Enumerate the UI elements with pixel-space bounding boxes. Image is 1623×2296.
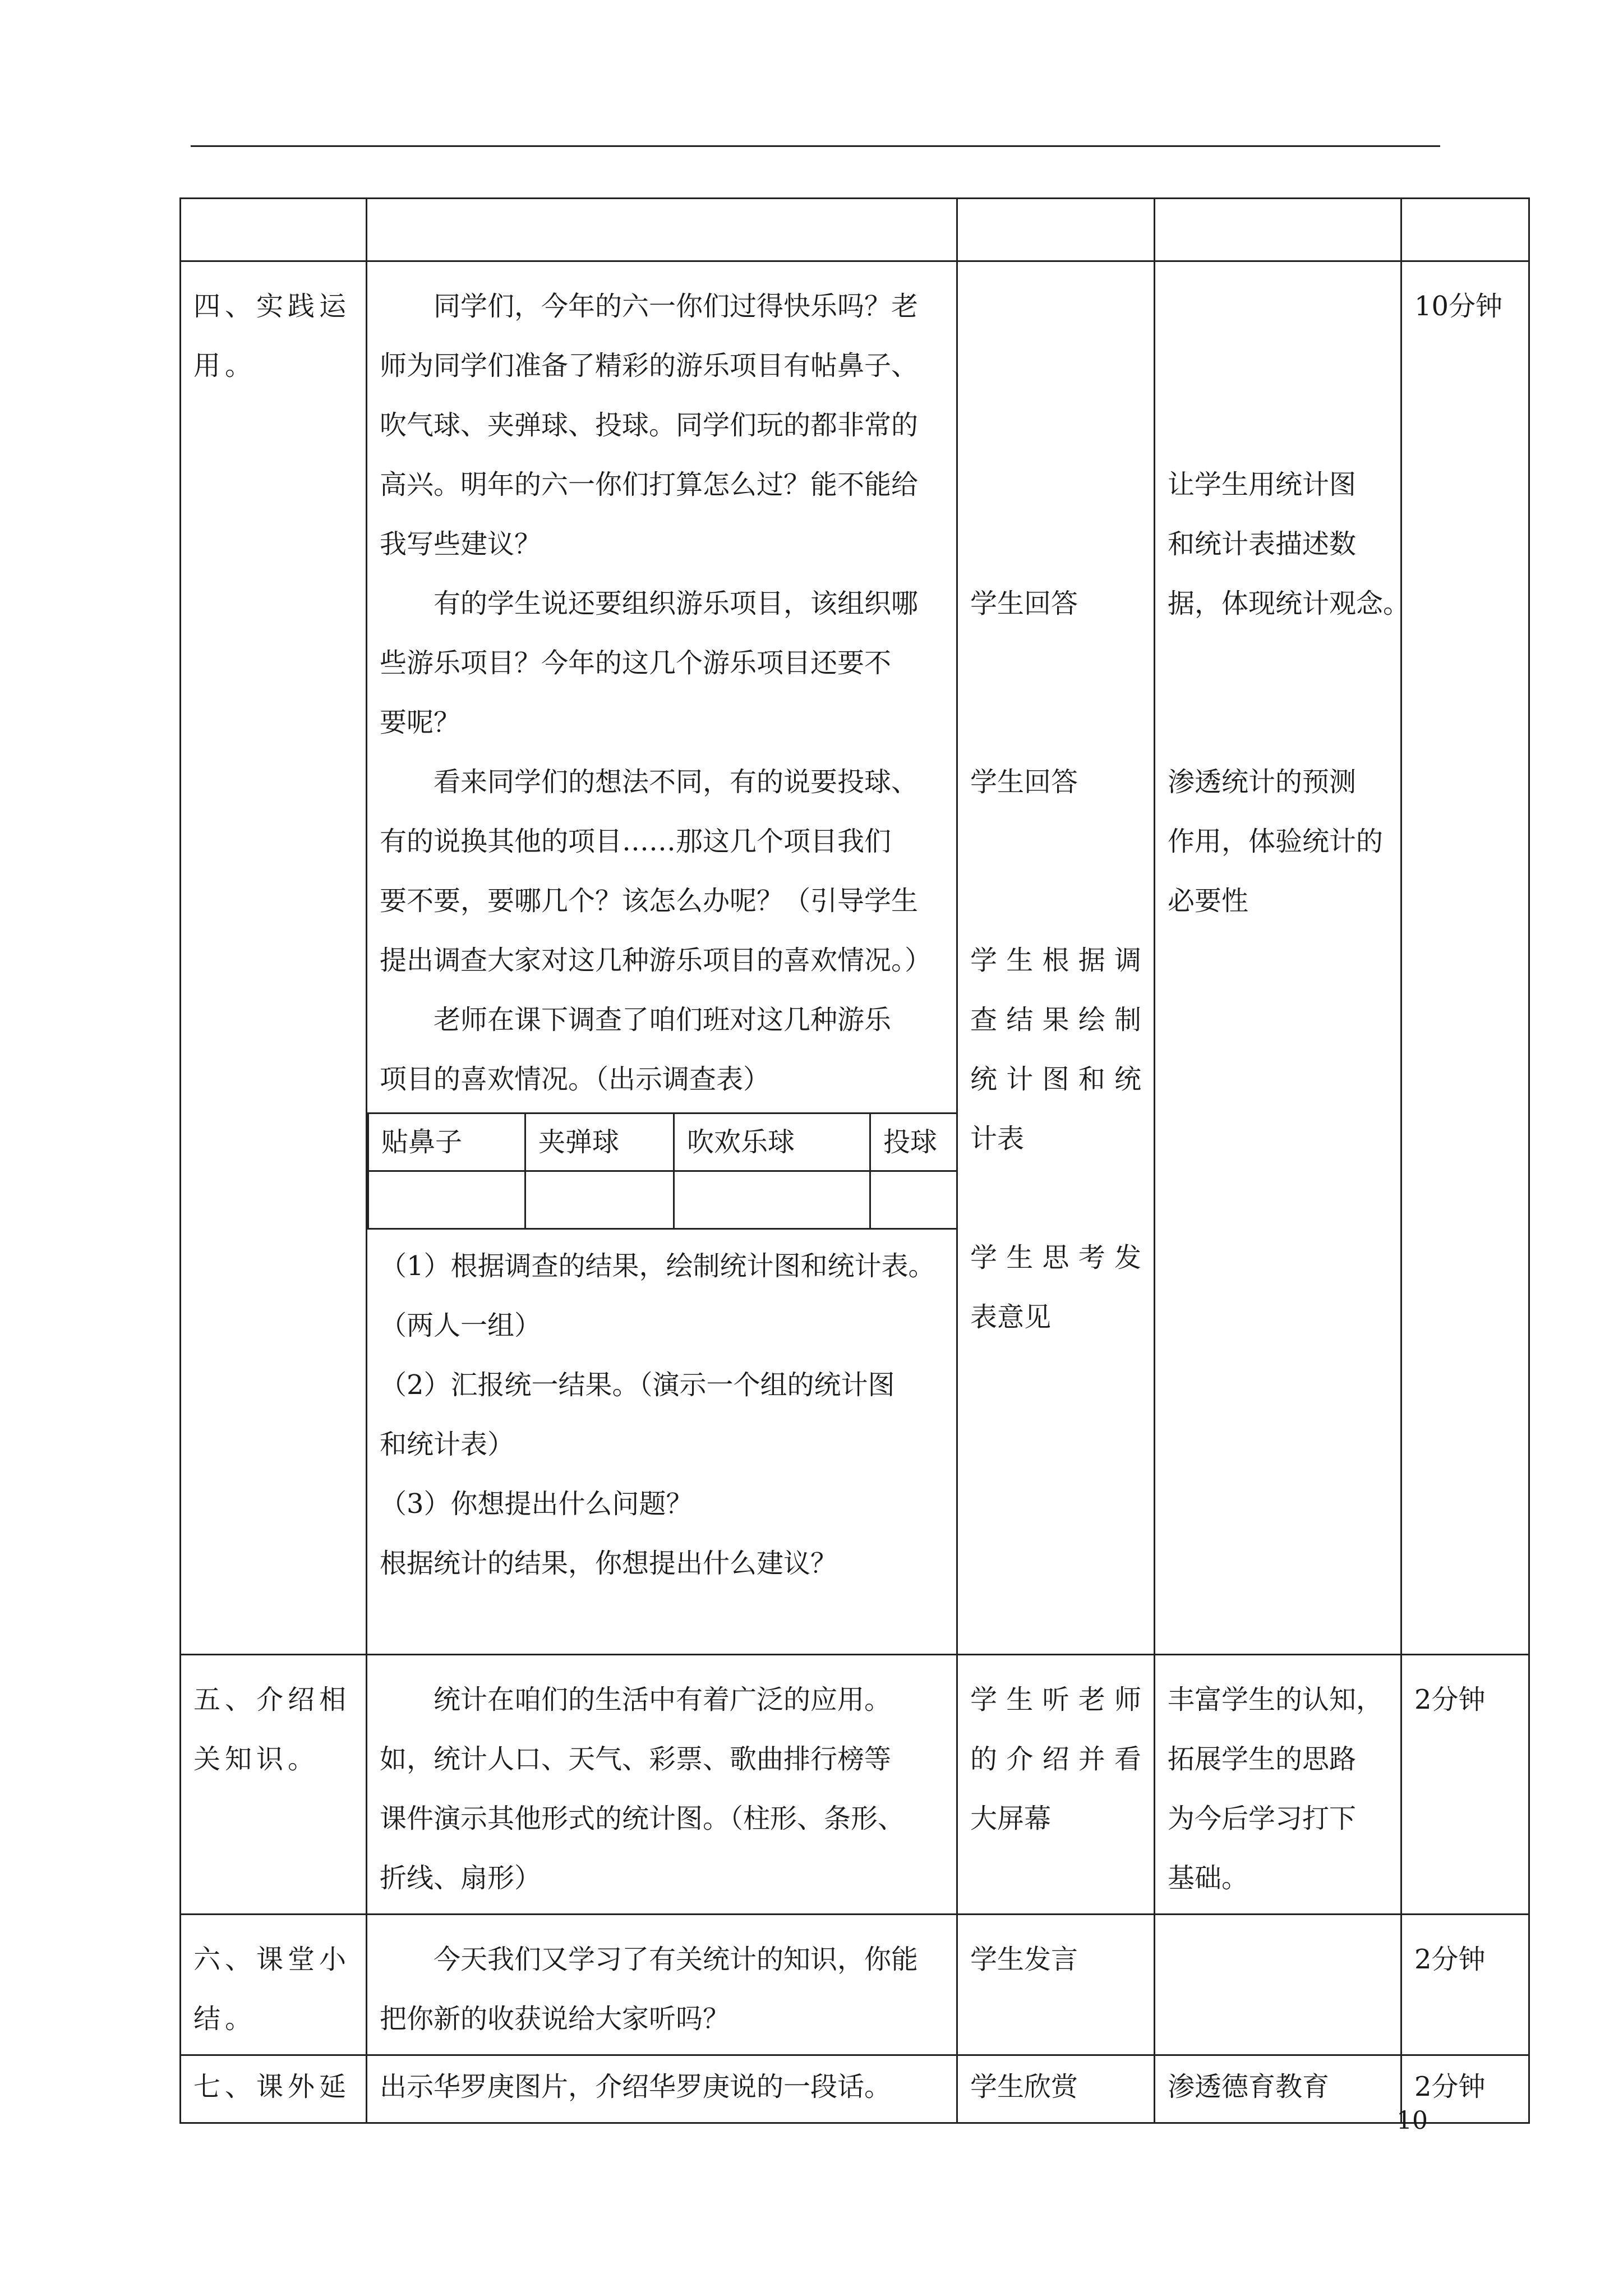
content-cell <box>367 261 957 1655</box>
content-line: 要呢？ <box>380 707 461 738</box>
survey-value-cell <box>368 1171 525 1229</box>
intent-text: 必要性 <box>1168 885 1249 917</box>
content-line: 看来同学们的想法不同，有的说要投球、 <box>434 766 919 798</box>
survey-header-cell: 吹欢乐球 <box>674 1114 870 1171</box>
survey-table-wrapper <box>367 1109 956 1236</box>
student-activity: 学生思考发 <box>970 1242 1141 1273</box>
content-cell <box>367 199 957 261</box>
content-line: 项目的喜欢情况。（出示调查表） <box>380 1064 771 1095</box>
content-line: 课件演示其他形式的统计图。（柱形、条形、 <box>380 1803 905 1834</box>
time-cell <box>1401 1915 1529 2055</box>
content-line: 有的说换其他的项目……那这几个项目我们 <box>380 826 892 857</box>
intent-text: 为今后学习打下 <box>1168 1803 1357 1834</box>
stage-cell <box>181 1655 367 1915</box>
intent-text: 渗透德育教育 <box>1168 2071 1330 2102</box>
table-row-knowledge <box>181 1655 1529 1915</box>
content-line: 同学们，今年的六一你们过得快乐吗？老 <box>434 291 919 322</box>
student-activity: 学生根据调 <box>970 945 1141 976</box>
intent-cell <box>1155 261 1410 1655</box>
student-activity: 统计图和统 <box>970 1064 1141 1095</box>
intent-cell <box>1155 2055 1401 2123</box>
content-line: 出示华罗庚图片，介绍华罗庚说的一段话。 <box>380 2071 892 2102</box>
content-line: 有的学生说还要组织游乐项目，该组织哪 <box>434 588 919 619</box>
task-line: （3）你想提出什么问题？ <box>380 1488 693 1520</box>
time-cell <box>1401 261 1529 1655</box>
intent-text: 据，体现统计观念。 <box>1168 588 1410 619</box>
page-number: 10 <box>1396 2106 1428 2135</box>
stage-cell <box>181 261 367 1655</box>
survey-header-cell: 夹弹球 <box>525 1114 674 1171</box>
student-activity: 学生欣赏 <box>970 2071 1078 2102</box>
content-line: 高兴。明年的六一你们打算怎么过？能不能给 <box>380 469 919 500</box>
content-line: 要不要，要哪几个？该怎么办呢？（引导学生 <box>380 885 919 917</box>
student-activity: 大屏幕 <box>970 1803 1052 1834</box>
time-label: 2分钟 <box>1414 1684 1486 1715</box>
time-cell <box>1401 199 1529 261</box>
intent-text: 作用，体验统计的 <box>1168 826 1384 857</box>
student-cell <box>957 1915 1155 2055</box>
content-line: 把你新的收获说给大家听吗？ <box>380 2003 730 2035</box>
student-cell <box>957 2055 1155 2123</box>
survey-value-cell <box>674 1171 870 1229</box>
student-cell <box>957 1655 1155 1915</box>
survey-value-cell <box>870 1171 957 1229</box>
time-cell <box>1401 1655 1529 1915</box>
content-cell <box>367 1915 957 2055</box>
survey-header-cell: 贴鼻子 <box>368 1114 525 1171</box>
student-activity: 学生发言 <box>970 1944 1078 1975</box>
stage-label: 六、课堂小结。 <box>193 1944 351 2035</box>
time-label: 2分钟 <box>1414 1944 1486 1975</box>
student-activity: 学生回答 <box>970 766 1078 798</box>
student-cell <box>957 261 1155 1655</box>
survey-header-cell: 投球 <box>870 1114 957 1171</box>
content-line: 如，统计人口、天气、彩票、歌曲排行榜等 <box>380 1743 892 1775</box>
stage-cell <box>181 2055 367 2123</box>
content-line: 折线、扇形） <box>380 1862 542 1894</box>
intent-text <box>1155 1915 1400 1935</box>
intent-text: 丰富学生的认知， <box>1168 1684 1384 1715</box>
student-activity: 查结果绘制 <box>970 1004 1141 1036</box>
content-line: 统计在咱们的生活中有着广泛的应用。 <box>434 1684 892 1715</box>
student-activity: 学生听老师 <box>970 1684 1141 1715</box>
survey-header-row <box>368 1114 957 1171</box>
student-activity: 学生回答 <box>970 588 1078 619</box>
header-rule <box>191 145 1440 147</box>
content-line: 今天我们又学习了有关统计的知识，你能 <box>434 1944 919 1975</box>
intent-text: 和统计表描述数 <box>1168 528 1357 560</box>
content-line: 些游乐项目？今年的这几个游乐项目还要不 <box>380 647 892 679</box>
intent-text: 拓展学生的思路 <box>1168 1743 1357 1775</box>
intent-text: 让学生用统计图 <box>1168 469 1357 500</box>
stage-label: 五、介绍相关知识。 <box>193 1684 351 1775</box>
intent-cell <box>1155 1915 1401 2055</box>
time-label: 2分钟 <box>1414 2071 1486 2102</box>
stage-cell <box>181 1915 367 2055</box>
intent-text: 渗透统计的预测 <box>1168 766 1357 798</box>
stage-cell <box>181 199 367 261</box>
table-row-practice <box>181 261 1529 1655</box>
task-line: 根据统计的结果，你想提出什么建议？ <box>380 1548 838 1579</box>
time-label: 10分钟 <box>1414 291 1503 322</box>
stage-label: 四、实践运用。 <box>193 291 351 381</box>
student-activity: 计表 <box>970 1123 1025 1154</box>
intent-text: 基础。 <box>1168 1862 1249 1894</box>
content-line: 师为同学们准备了精彩的游乐项目有帖鼻子、 <box>380 350 919 381</box>
content-cell <box>367 2055 957 2123</box>
intent-cell <box>1155 199 1401 261</box>
table-row-empty <box>181 199 1529 261</box>
content-line: 我写些建议？ <box>380 528 542 560</box>
content-cell <box>367 1655 957 1915</box>
student-cell <box>957 199 1155 261</box>
lesson-plan-table <box>179 197 1530 2124</box>
student-activity: 的介绍并看 <box>970 1743 1141 1775</box>
task-line: （2）汇报统一结果。（演示一个组的统计图 <box>380 1369 895 1401</box>
table-row-summary <box>181 1915 1529 2055</box>
survey-value-cell <box>525 1171 674 1229</box>
task-line: （1）根据调查的结果，绘制统计图和统计表。 <box>380 1250 935 1282</box>
intent-cell <box>1155 1655 1401 1915</box>
content-line: 吹气球、夹弹球、投球。同学们玩的都非常的 <box>380 409 919 441</box>
content-line: 老师在课下调查了咱们班对这几种游乐 <box>434 1004 892 1036</box>
survey-value-row <box>368 1171 957 1229</box>
stage-label: 七、课外延 <box>193 2071 351 2102</box>
task-line: （两人一组） <box>380 1310 542 1341</box>
table-row-extension <box>181 2055 1529 2123</box>
student-activity: 表意见 <box>970 1301 1052 1333</box>
survey-table <box>367 1112 956 1230</box>
task-line: 和统计表） <box>380 1429 515 1460</box>
content-line: 提出调查大家对这几种游乐项目的喜欢情况。） <box>380 945 932 976</box>
